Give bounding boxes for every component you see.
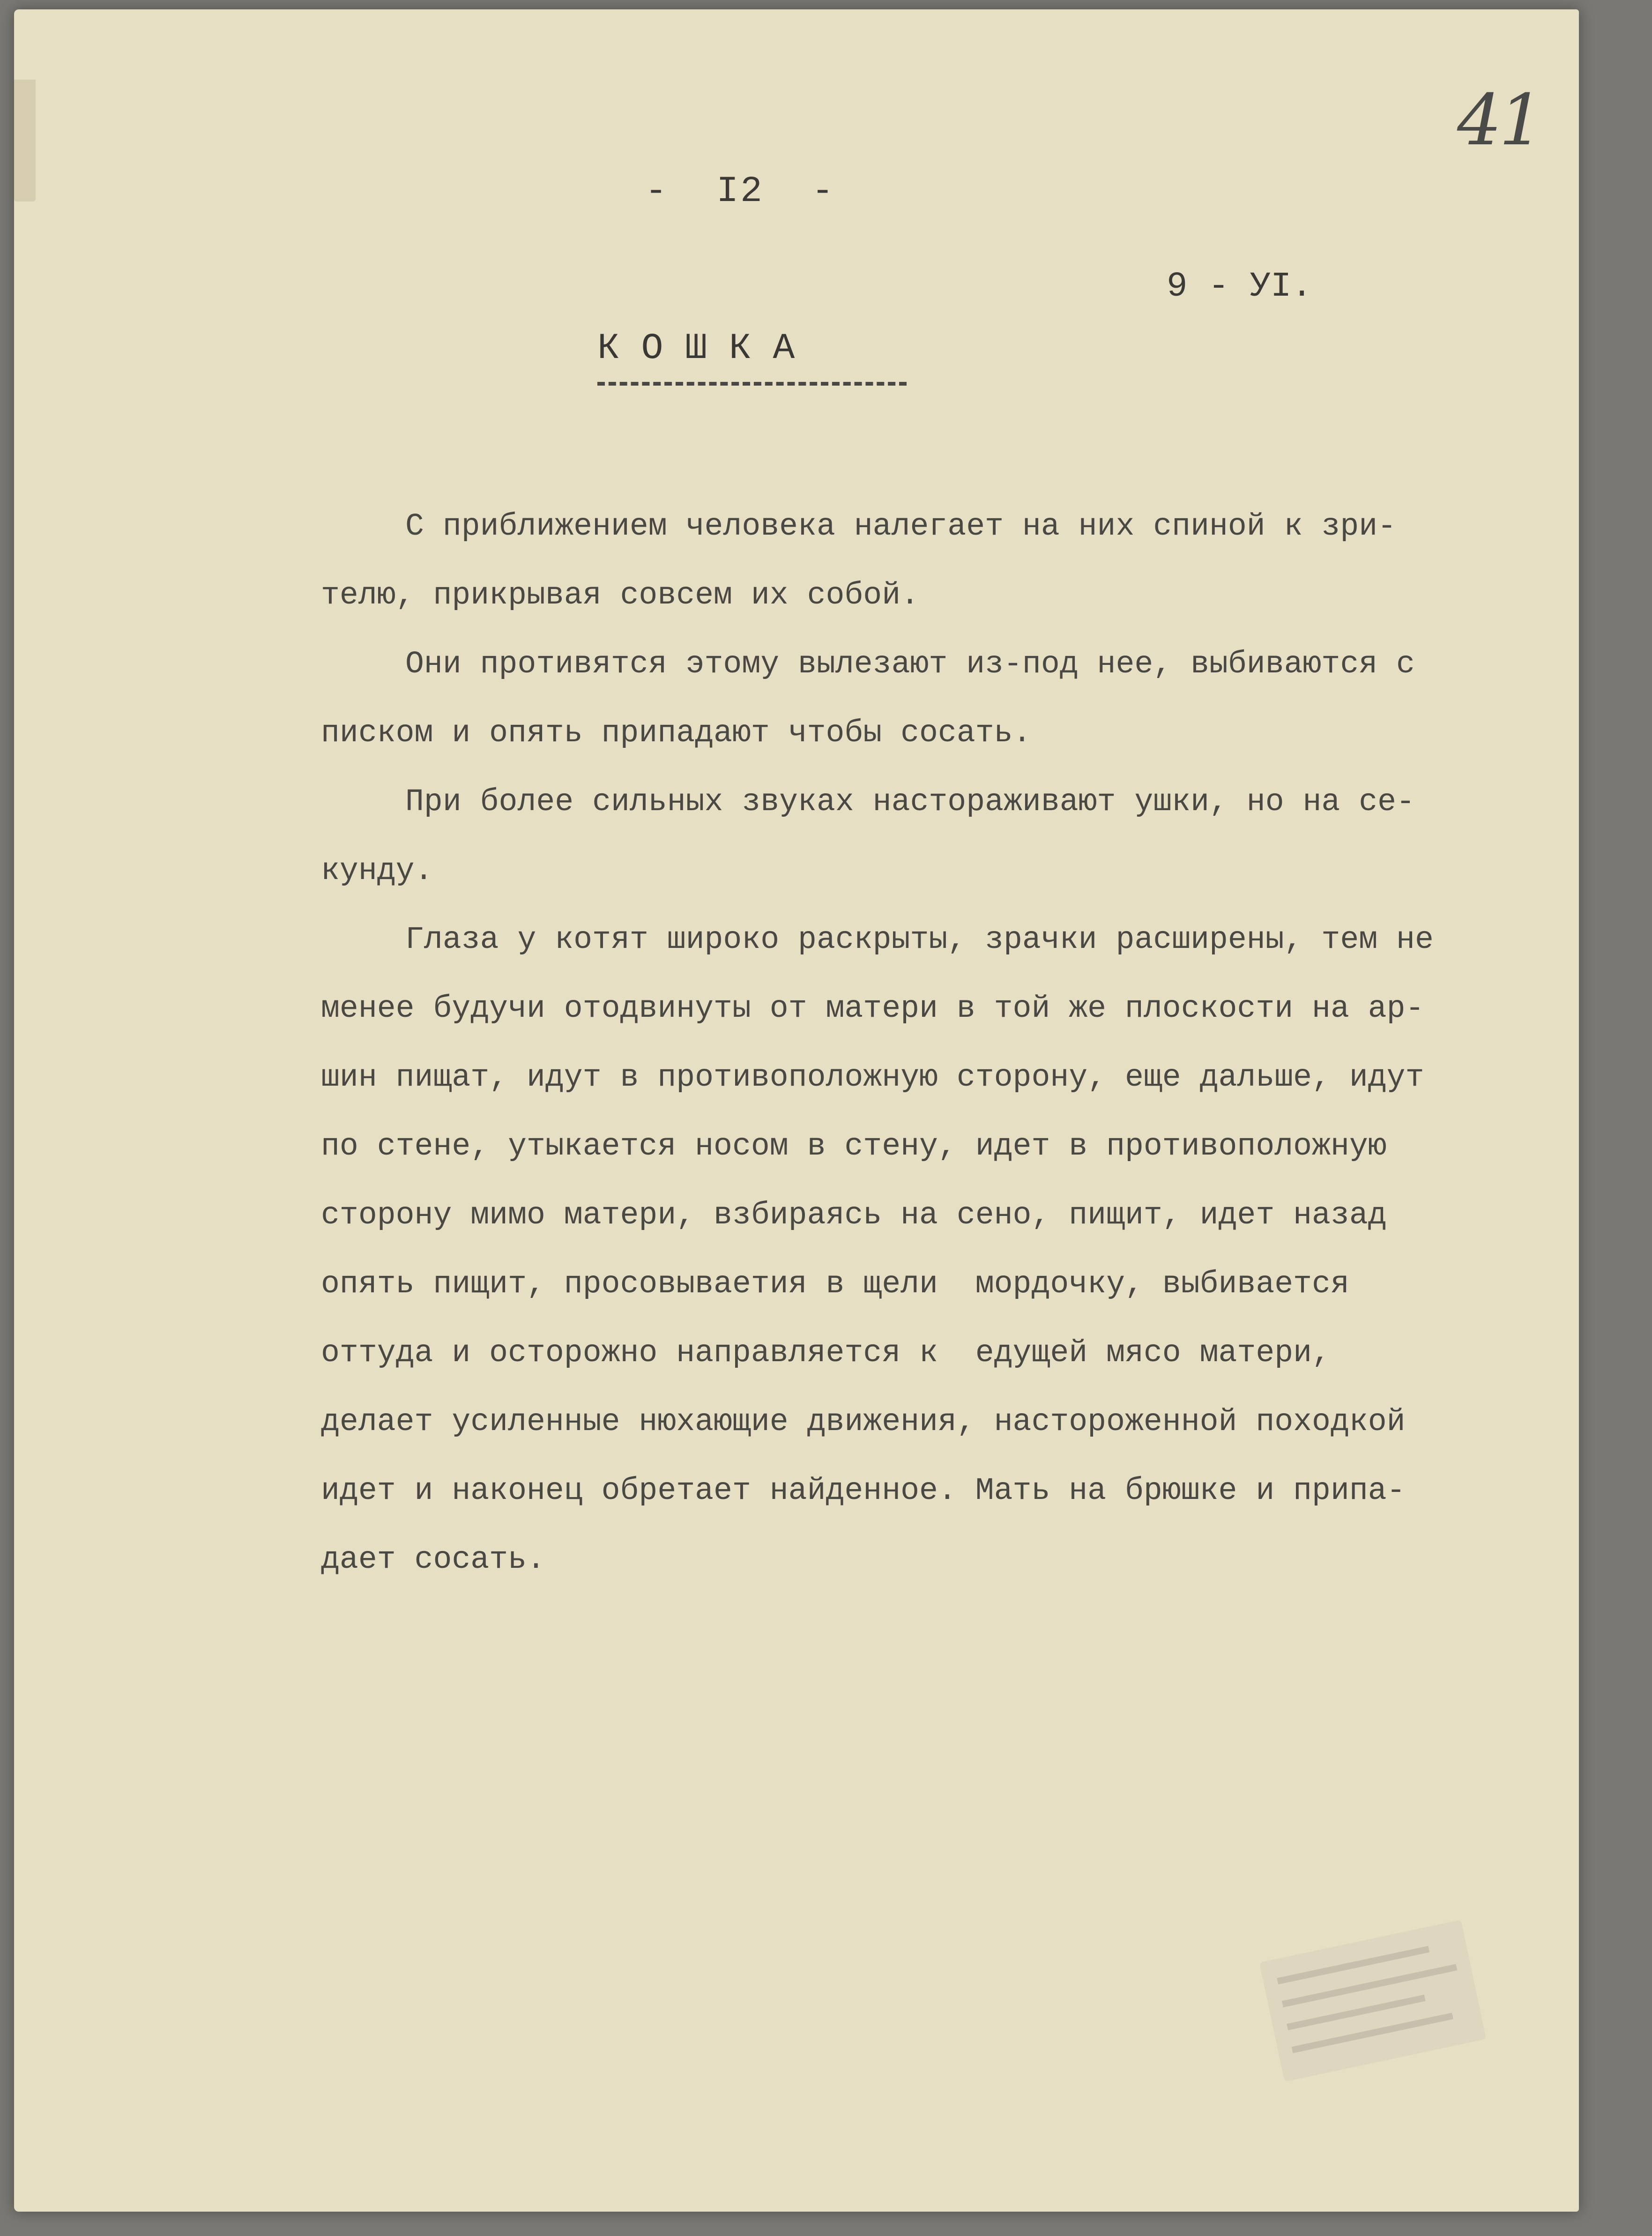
body-line: идет и наконец обретает найденное. Мать на брюшке и припа- <box>321 1473 1406 1508</box>
faded-archive-stamp <box>1259 1920 1486 2082</box>
body-line: опять пищит, просовываетия в щели мордочку, выбивается <box>321 1267 1349 1302</box>
body-line: делает усиленные нюхающие движения, настороженной походкой <box>321 1404 1406 1439</box>
entry-date: 9 - УI. <box>1167 267 1312 306</box>
body-line: шин пищат, идут в противоположную сторону, еще дальше, идут <box>321 1060 1424 1095</box>
document-title: К О Ш К А <box>597 328 795 369</box>
body-line: дает сосать. <box>321 1542 545 1577</box>
body-line: Они противятся этому вылезают из-под нее, выбиваются с <box>405 647 1415 682</box>
stamp-mark <box>1282 1964 1458 2007</box>
body-line: телю, прикрывая совсем их собой. <box>321 578 920 613</box>
body-text <box>321 492 1586 1594</box>
body-line: по стене, утыкается носом в стену, идет в противоположную <box>321 1129 1387 1164</box>
body-line: сторону мимо матери, взбираясь на сено, пищит, идет назад <box>321 1198 1387 1233</box>
body-line: кунду. <box>321 853 433 888</box>
body-line: При более сильных звуках настораживают ушки, но на се- <box>405 784 1415 820</box>
sheet-edge-fold <box>14 80 36 201</box>
paper-sheet <box>14 9 1579 2212</box>
page-number: - I2 - <box>645 171 836 212</box>
body-line: Глаза у котят широко раскрыты, зрачки расширены, тем не <box>405 922 1434 957</box>
body-line: оттуда и осторожно направляется к едущей мясо матери, <box>321 1335 1349 1371</box>
body-line: менее будучи отодвинуты от матери в той же плоскости на ар- <box>321 991 1424 1026</box>
title-underline <box>597 382 907 386</box>
body-line: писком и опять припадают чтобы сосать. <box>321 716 1032 751</box>
archive-folio-number: 41 <box>1457 80 1541 161</box>
body-line: С приближением человека налегает на них спиной к зри- <box>405 509 1397 544</box>
